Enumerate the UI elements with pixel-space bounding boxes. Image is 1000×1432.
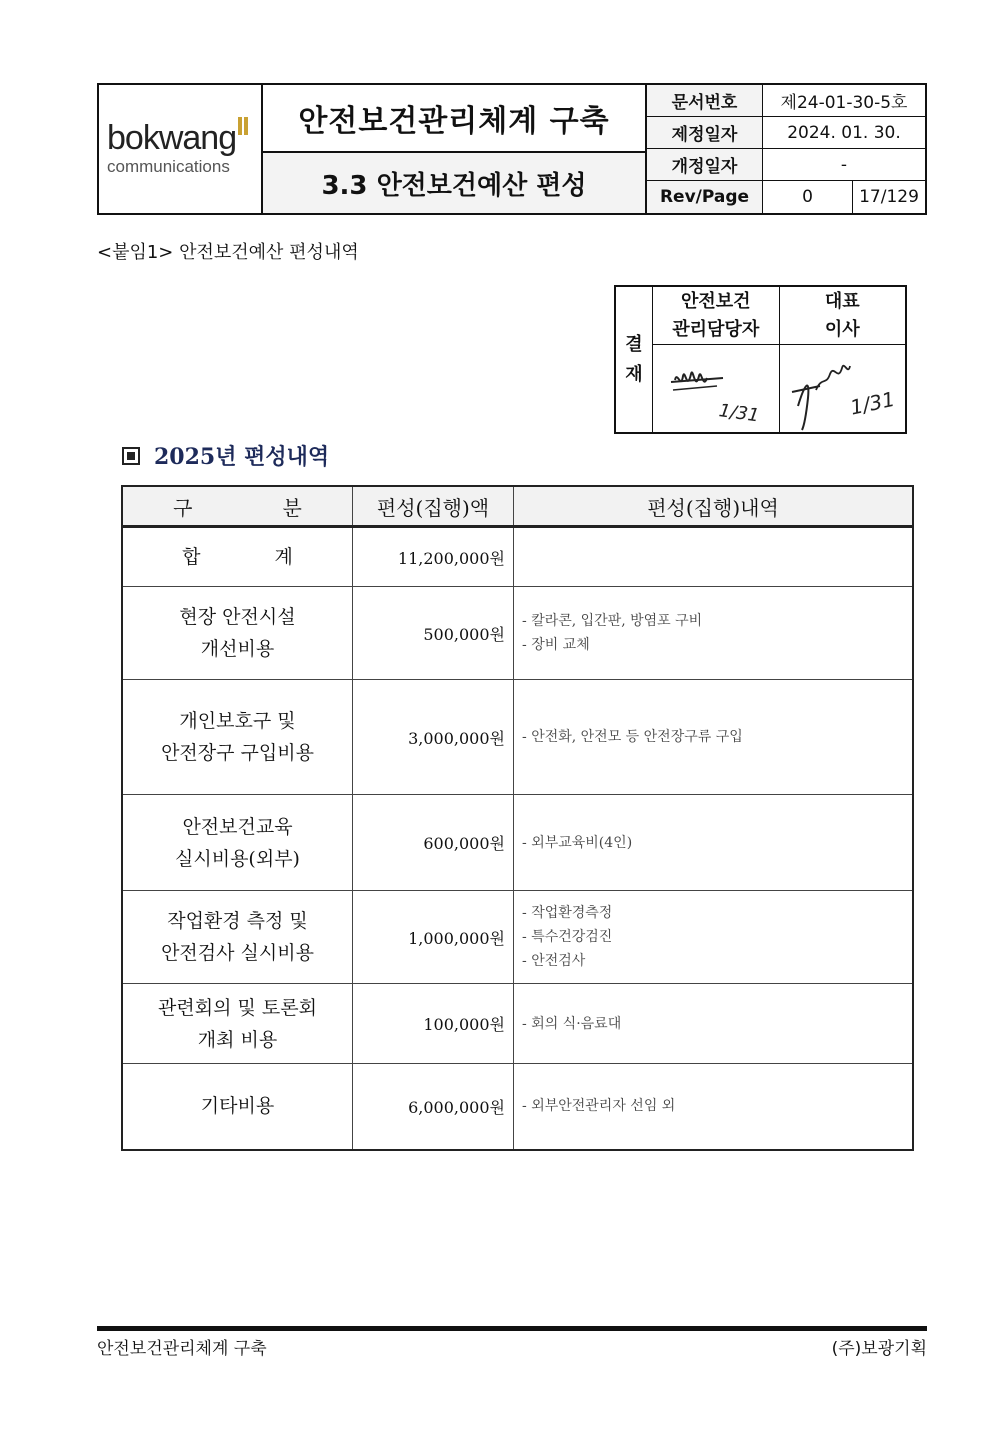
approval-head: 이사 [824, 318, 860, 340]
table-row-total [122, 527, 913, 587]
table-row [122, 1064, 913, 1150]
row-amount: 6,000,000원 [353, 1064, 514, 1150]
row-category: 안전보건교육 실시비용(외부) [122, 795, 353, 891]
title-block [263, 85, 647, 213]
square-bullet-icon [122, 447, 140, 465]
table-row [122, 795, 913, 891]
signature-date: 1/31 [847, 386, 897, 420]
row-amount: 1,000,000원 [353, 891, 514, 984]
section-title: 2025년 편성내역 [154, 444, 330, 470]
table-row [122, 984, 913, 1064]
table-header-row [122, 486, 913, 527]
established-label: 제정일자 [647, 117, 763, 149]
signature-representative [780, 345, 906, 432]
signature-safety-manager [653, 345, 779, 432]
row-amount: 500,000원 [353, 587, 514, 680]
table-row [122, 680, 913, 795]
row-details: - 외부안전관리자 선임 외 [514, 1064, 914, 1150]
revpage-label: Rev/Page [647, 181, 763, 213]
row-category: 현장 안전시설 개선비용 [122, 587, 353, 680]
document-header [97, 83, 927, 215]
header-category: 구분 [122, 486, 353, 527]
row-amount: 600,000원 [353, 795, 514, 891]
logo-mark [238, 117, 242, 135]
doc-no-label: 문서번호 [647, 85, 763, 117]
row-details: - 칼라콘, 입간판, 방염포 구비 - 장비 교체 [514, 587, 914, 680]
document-meta [647, 85, 925, 213]
company-logo [99, 85, 263, 213]
approval-box [614, 285, 907, 434]
footer-company: (주)보광기획 [831, 1339, 927, 1359]
signature-icon [780, 346, 905, 432]
row-category: 개인보호구 및 안전장구 구입비용 [122, 680, 353, 795]
established-value: 2024. 01. 30. [763, 117, 925, 149]
row-category: 기타비용 [122, 1064, 353, 1150]
approval-safety-manager [653, 287, 780, 432]
header-details: 편성(집행)내역 [514, 486, 914, 527]
logo-name: bokwang [107, 119, 237, 157]
attachment-label: <붙임1> 안전보건예산 편성내역 [97, 242, 359, 263]
logo-subtitle: communications [107, 157, 230, 176]
header-amount: 편성(집행)액 [353, 486, 514, 527]
approval-head: 대표 [824, 290, 860, 312]
total-amount: 11,200,000원 [353, 527, 514, 587]
table-row [122, 891, 913, 984]
document-title: 안전보건관리체계 구축 [263, 85, 645, 153]
row-amount: 100,000원 [353, 984, 514, 1064]
section-heading [122, 440, 329, 471]
row-amount: 3,000,000원 [353, 680, 514, 795]
row-category: 작업환경 측정 및 안전검사 실시비용 [122, 891, 353, 984]
document-subtitle: 3.3 안전보건예산 편성 [263, 153, 645, 213]
table-row [122, 587, 913, 680]
total-label: 합계 [122, 527, 353, 587]
signature-icon [653, 346, 778, 432]
signature-date: 1/31 [717, 399, 761, 427]
approval-head: 관리담당자 [672, 318, 760, 340]
approval-head: 안전보건 [680, 290, 751, 312]
row-category: 관련회의 및 토론회 개최 비용 [122, 984, 353, 1064]
total-details [514, 527, 914, 587]
approval-representative [780, 287, 906, 432]
row-details: - 외부교육비(4인) [514, 795, 914, 891]
approval-side-label: 결 재 [616, 287, 653, 432]
revised-value: - [763, 149, 925, 181]
page-value: 17/129 [859, 187, 919, 207]
doc-no-value: 제24-01-30-5호 [763, 85, 925, 117]
footer-divider [97, 1326, 927, 1331]
revised-label: 개정일자 [647, 149, 763, 181]
footer-title: 안전보건관리체계 구축 [97, 1339, 267, 1359]
row-details: - 작업환경측정 - 특수건강검진 - 안전검사 [514, 891, 914, 984]
rev-value: 0 [763, 181, 853, 213]
budget-table [121, 485, 914, 1151]
row-details: - 안전화, 안전모 등 안전장구류 구입 [514, 680, 914, 795]
row-details: - 회의 식·음료대 [514, 984, 914, 1064]
